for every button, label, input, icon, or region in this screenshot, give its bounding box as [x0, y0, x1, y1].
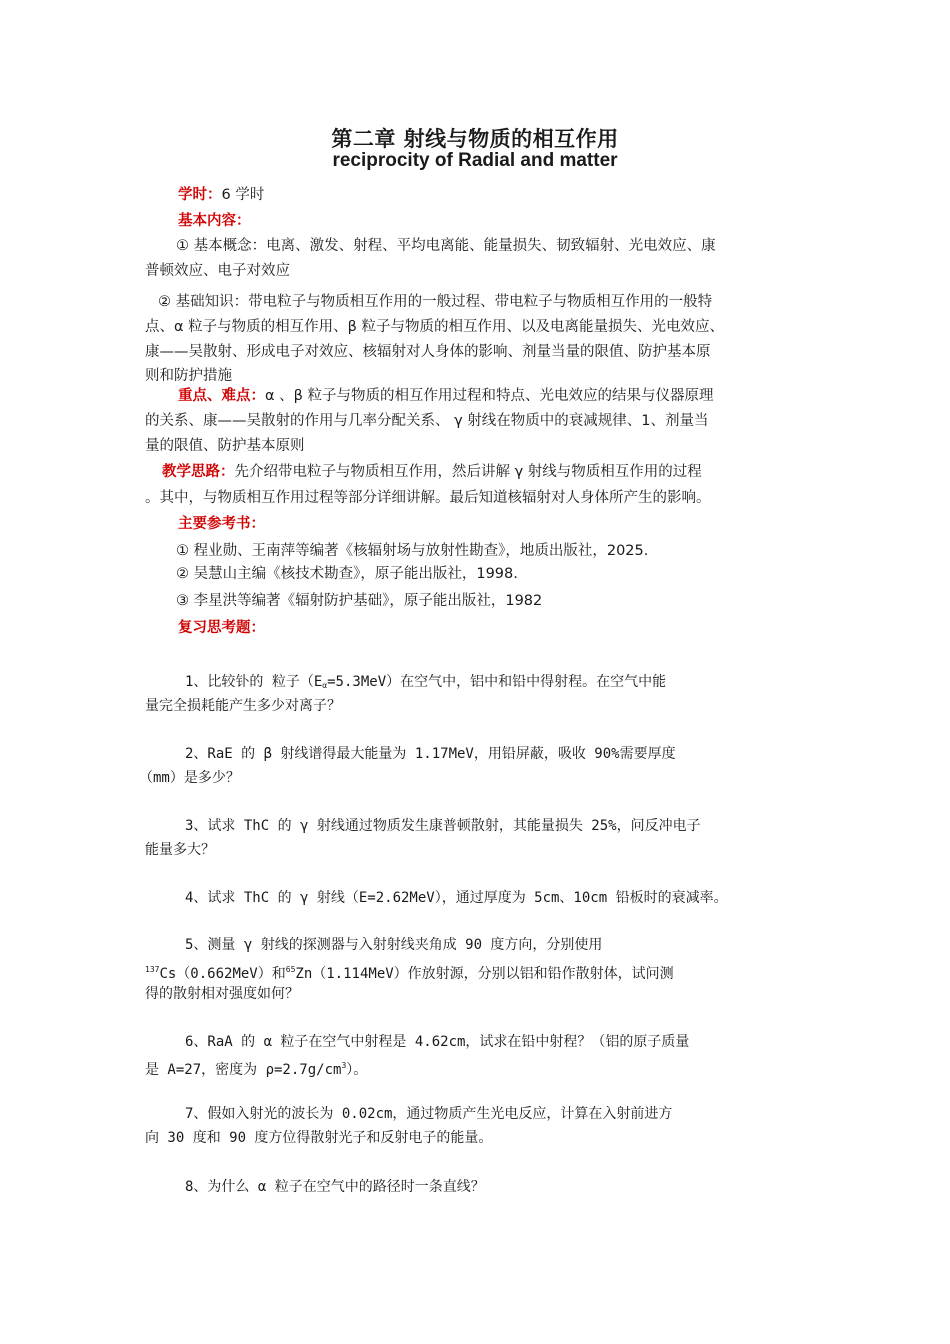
basic-knowledge-line-3: 康——吴散射、形成电子对效应、核辐射对人身体的影响、剂量当量的限值、防护基本原 — [145, 344, 711, 360]
chapter-title-en: reciprocity of Radial and matter — [332, 150, 618, 171]
basic-knowledge-line-2: 点、α 粒子与物质的相互作用、β 粒子与物质的相互作用、以及电离能量损失、光电效应、 — [145, 319, 725, 335]
question-2-line-2: （mm）是多少？ — [139, 770, 240, 786]
question-3-line-1: 3、试求 ThC 的 γ 射线通过物质发生康普顿散射，其能量损失 25%，问反冲电子 — [185, 818, 701, 834]
key-points-label: 重点、难点： — [178, 388, 265, 404]
teaching-label: 教学思路： — [162, 464, 235, 480]
book-item: ② 吴慧山主编《核技术勘查》，原子能出版社，1998. — [176, 566, 518, 582]
key-points-line-3: 量的限值、防护基本原则 — [145, 438, 305, 454]
hours-line — [178, 187, 264, 204]
teaching-line-1 — [162, 464, 702, 481]
book-item: ③ 李星洪等编著《辐射防护基础》，原子能出版社，1982 — [176, 593, 543, 609]
question-5-line-2: $^{137}$Cs（0.662MeV）和$^{65}$Zn（1.114MeV）作放射源，分别以铝和铅作散射体，试问测 — [145, 965, 674, 982]
question-6-line-1: 6、RaA 的 α 粒子在空气中射程是 4.62cm，试求在铅中射程？（铝的原子质量 — [185, 1034, 690, 1050]
question-5-line-1: 5、测量 γ 射线的探测器与入射射线夹角成 90 度方向，分别使用 — [185, 937, 603, 953]
book-item: ① 程业勋、王南萍等编著《核辐射场与放射性勘查》，地质出版社，2025. — [176, 543, 649, 559]
question-2-line-1: 2、RaE 的 β 射线谱得最大能量为 1.17MeV，用铅屏蔽，吸收 90%需要厚度 — [185, 746, 676, 762]
question-7-line-2: 向 30 度和 90 度方位得散射光子和反射电子的能量。 — [145, 1130, 493, 1146]
question-1-line-1: 1、比较钋的 粒子$(E_\alpha=5.3MeV)$在空气中，铝中和铅中得射程。在空气中能 — [185, 674, 667, 690]
hours-value: 6 学时 — [221, 187, 265, 203]
question-6-line-2: 是 A=27，密度为 $\rho=2.7g/cm^3$）。 — [145, 1061, 368, 1078]
basic-knowledge-line-1: ② 基础知识：带电粒子与物质相互作用的一般过程、带电粒子与物质相互作用的一般特 — [158, 294, 713, 310]
question-3-line-2: 能量多大？ — [145, 842, 215, 858]
review-label: 复习思考题： — [178, 620, 265, 636]
hours-label: 学时： — [178, 187, 222, 203]
question-8-line-1: 8、为什么 α 粒子在空气中的路径时一条直线？ — [185, 1179, 485, 1195]
basic-knowledge-line-4: 则和防护措施 — [145, 368, 232, 384]
teaching-text-1: 先介绍带电粒子与物质相互作用，然后讲解 γ 射线与物质相互作用的过程 — [234, 464, 702, 480]
basic-content-label: 基本内容： — [178, 213, 251, 229]
teaching-line-2: 。其中，与物质相互作用过程等部分详细讲解。最后知道核辐射对人身体所产生的影响。 — [145, 490, 711, 506]
question-5-line-3: 得的散射相对强度如何？ — [145, 986, 299, 1002]
question-7-line-1: 7、假如入射光的波长为 0.02cm，通过物质产生光电反应，计算在入射前进方 — [185, 1106, 673, 1122]
chapter-title-cn: 第二章 射线与物质的相互作用 — [331, 127, 619, 151]
basic-concept-line-1: ① 基本概念：电离、激发、射程、平均电离能、能量损失、韧致辐射、光电效应、康 — [176, 238, 716, 254]
key-points-line-2: 的关系、康——吴散射的作用与几率分配关系、 γ 射线在物质中的衰减规律、1、剂量当 — [145, 413, 709, 429]
basic-concept-line-2: 普顿效应、电子对效应 — [145, 263, 290, 279]
question-1-line-2: 量完全损耗能产生多少对离子？ — [145, 698, 341, 714]
books-label: 主要参考书： — [178, 516, 265, 532]
key-points-text-1: α 、β 粒子与物质的相互作用过程和特点、光电效应的结果与仪器原理 — [265, 388, 714, 404]
key-points-line-1 — [178, 388, 714, 405]
question-4-line-1: 4、试求 ThC 的 γ 射线（E=2.62MeV），通过厚度为 5cm、10cm 铅板时的衰减率。 — [185, 890, 728, 906]
